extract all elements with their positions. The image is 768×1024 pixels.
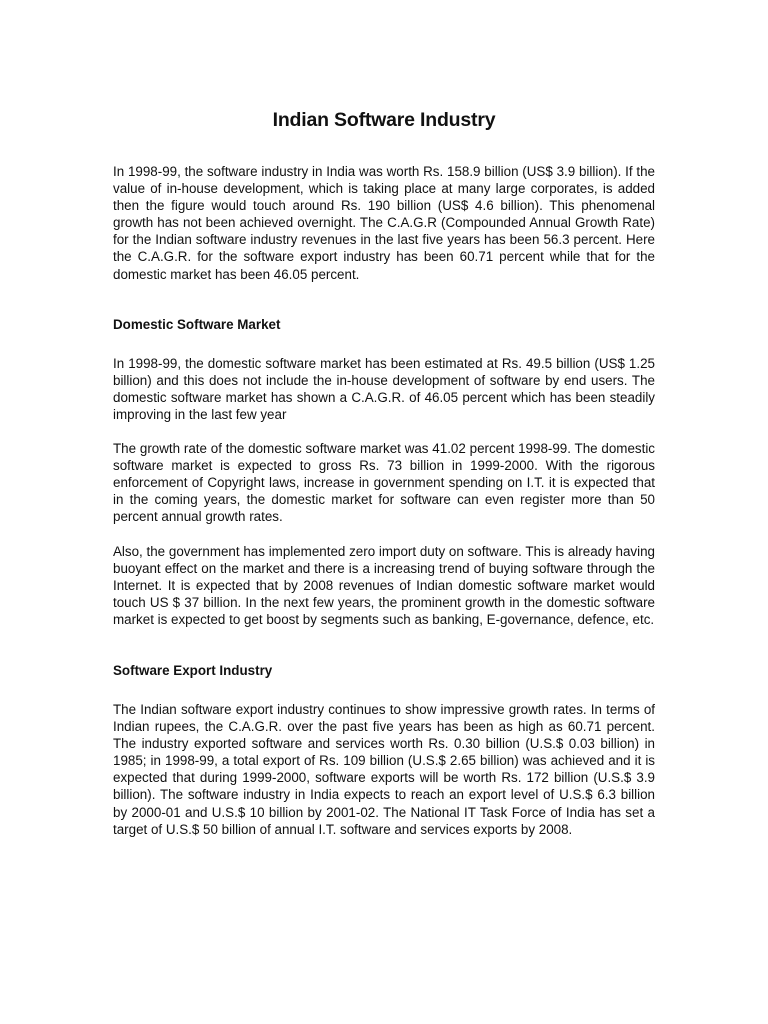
document-body bbox=[113, 108, 655, 838]
intro-paragraph: In 1998-99, the software industry in India was worth Rs. 158.9 billion (US$ 3.9 billion). If the value of in-house development, which is taking place at many large corporates, is added then the figure would touch around Rs. 190 billion (US$ 4.6 billion). This phenomenal growth has not been achieved overnight. The C.A.G.R (Compounded Annual Growth Rate) for the Indian software industry revenues in the last five years has been 56.3 percent. Here the C.A.G.R. for the software export industry has been 60.71 percent while that for the domestic market has been 46.05 percent. bbox=[113, 164, 655, 282]
export-industry-heading: Software Export Industry bbox=[113, 662, 273, 678]
document-title: Indian Software Industry bbox=[272, 109, 496, 131]
domestic-paragraph-1: In 1998-99, the domestic software market has been estimated at Rs. 49.5 billion (US$ 1.25 billion) and this does not include the in-house development of software by end users. The domestic software market has shown a C.A.G.R. of 46.05 percent which has been steadily improving in the last few year bbox=[113, 355, 655, 422]
domestic-market-heading: Domestic Software Market bbox=[113, 316, 281, 332]
domestic-paragraph-2: The growth rate of the domestic software market was 41.02 percent 1998-99. The domestic software market is expected to gross Rs. 73 billion in 1999-2000. With the rigorous enforcement of Copyright laws, increase in government spending on I.T. it is expected that in the coming years, the domestic market for software can even register more than 50 percent annual growth rates. bbox=[113, 441, 655, 525]
domestic-paragraph-3: Also, the government has implemented zero import duty on software. This is already having buoyant effect on the market and there is a increasing trend of buying software through the Internet. It is expected that by 2008 revenues of Indian domestic software market would touch US $ 37 billion. In the next few years, the prominent growth in the domestic software market is expected to get boost by segments such as banking, E-governance, defence, etc. bbox=[113, 543, 655, 627]
export-paragraph-1: The Indian software export industry continues to show impressive growth rates. In terms of Indian rupees, the C.A.G.R. over the past five years has been as high as 60.71 percent. The industry exported software and services worth Rs. 0.30 billion (U.S.$ 0.03 billion) in 1985; in 1998-99, a total export of Rs. 109 billion (U.S.$ 2.65 billion) was achieved and it is expected that during 1999-2000, software exports will be worth Rs. 172 billion (U.S.$ 3.9 billion). The software industry in India expects to reach an export level of U.S.$ 6.3 billion by 2000-01 and U.S.$ 10 billion by 2001-02. The National IT Task Force of India has set a target of U.S.$ 50 billion of annual I.T. software and services exports by 2008. bbox=[113, 701, 655, 837]
